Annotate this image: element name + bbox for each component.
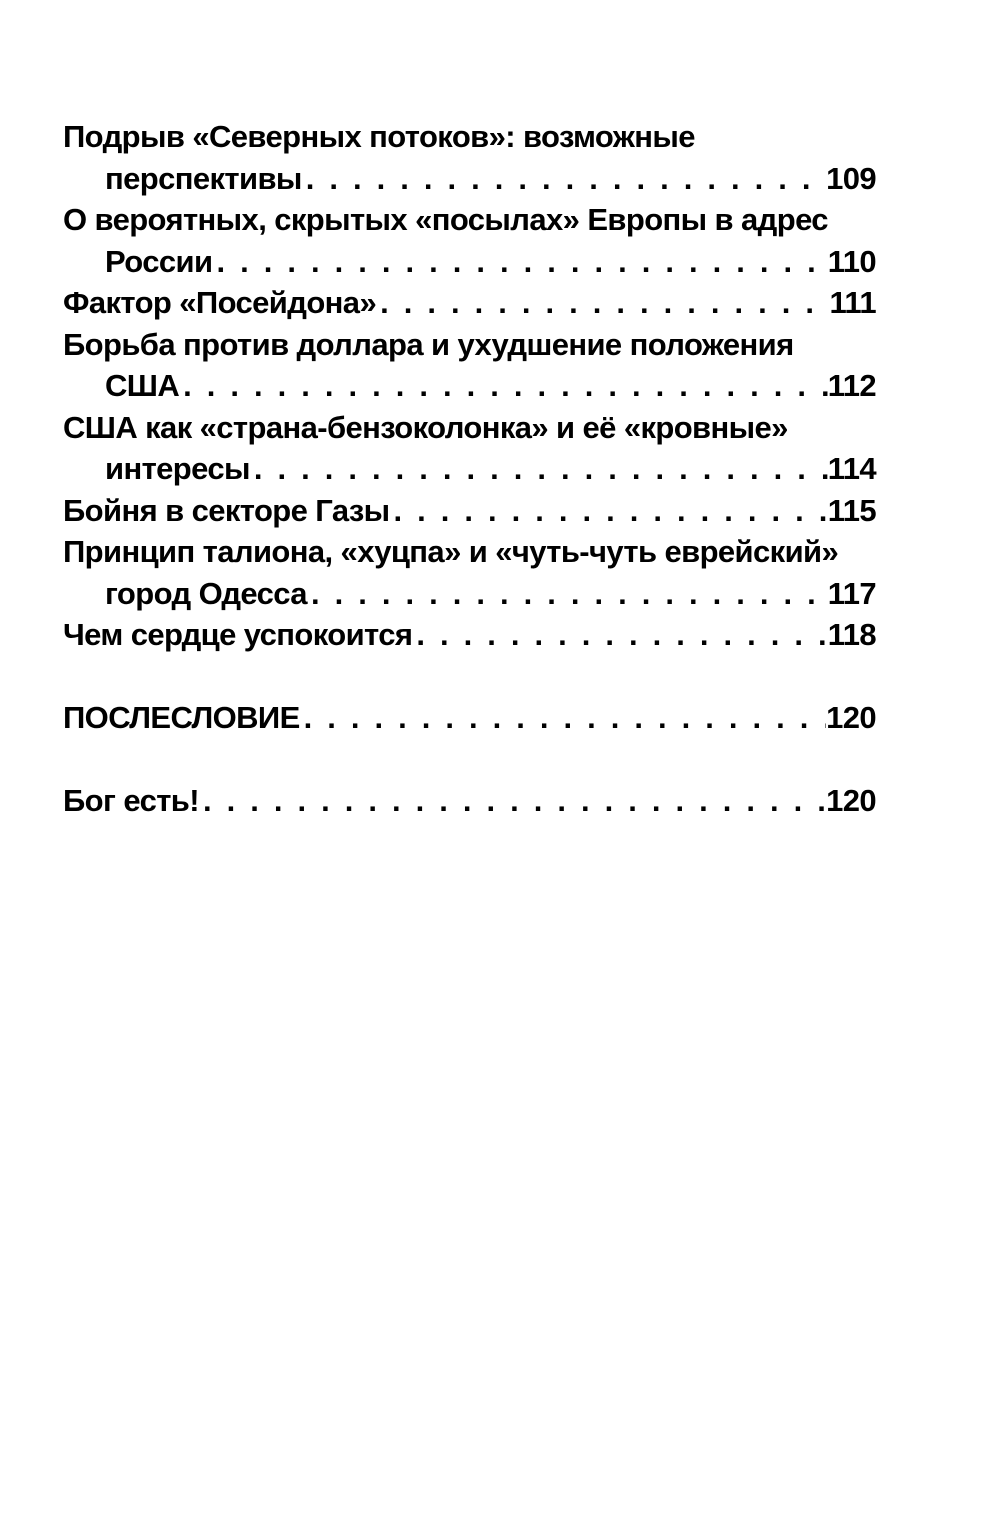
toc-entry[interactable]	[63, 614, 876, 656]
page-number: 111	[829, 285, 876, 320]
dot-leader	[199, 780, 826, 822]
dot-leader	[307, 573, 828, 615]
toc-entry[interactable]	[63, 324, 876, 407]
toc-entry-title-continued: перспективы	[105, 160, 302, 196]
toc-entry-final[interactable]	[63, 780, 876, 822]
toc-entry[interactable]	[63, 116, 876, 199]
toc-entry-title: О вероятных, скрытых «посылах» Европы в адрес	[63, 202, 828, 237]
page-number: 117	[827, 575, 876, 611]
dot-leader	[376, 282, 829, 324]
toc-entry-title: Фактор «Посейдона»	[63, 285, 377, 320]
page-number: 120	[826, 783, 876, 818]
toc-entry-title: Бойня в секторе Газы	[63, 492, 390, 528]
dot-leader	[179, 365, 828, 407]
page-number: 110	[827, 243, 876, 279]
toc-entry-title: США как «страна-бензоколонка» и её «кровные»	[63, 409, 788, 445]
dot-leader	[302, 158, 826, 200]
toc-entry-title: Чем сердце успокоится	[63, 617, 413, 652]
section-spacer	[63, 656, 876, 698]
page-number: 118	[827, 617, 876, 652]
final-title: Бог есть!	[63, 783, 199, 818]
toc-entry-title-continued: США	[105, 368, 180, 403]
toc-entry[interactable]	[63, 407, 876, 490]
page-number: 115	[827, 492, 876, 528]
toc-entry-title-continued: интересы	[105, 451, 250, 486]
page-number: 112	[827, 368, 876, 403]
toc-entry-title: Борьба против доллара и ухудшение положения	[63, 326, 794, 362]
toc-entry[interactable]	[63, 199, 876, 282]
table-of-contents	[63, 116, 876, 822]
dot-leader	[300, 697, 826, 739]
toc-entry[interactable]	[63, 282, 876, 324]
toc-entry-title: Принцип талиона, «хуцпа» и «чуть-чуть еврейский»	[63, 534, 839, 569]
toc-entry-title-continued: город Одесса	[105, 575, 307, 611]
afterword-title: ПОСЛЕСЛОВИЕ	[63, 700, 300, 735]
toc-entry-title: Подрыв «Северных потоков»: возможные	[63, 119, 695, 154]
toc-entry-title-continued: России	[105, 243, 213, 279]
dot-leader	[250, 448, 828, 490]
section-spacer	[63, 739, 876, 781]
dot-leader	[412, 614, 827, 656]
toc-entry-afterword[interactable]	[63, 697, 876, 739]
dot-leader	[212, 241, 827, 283]
dot-leader	[390, 490, 828, 532]
page-number: 120	[826, 700, 876, 735]
toc-entry[interactable]	[63, 531, 876, 614]
toc-entry[interactable]	[63, 490, 876, 532]
page-number: 109	[826, 160, 876, 196]
page-number: 114	[827, 451, 876, 486]
